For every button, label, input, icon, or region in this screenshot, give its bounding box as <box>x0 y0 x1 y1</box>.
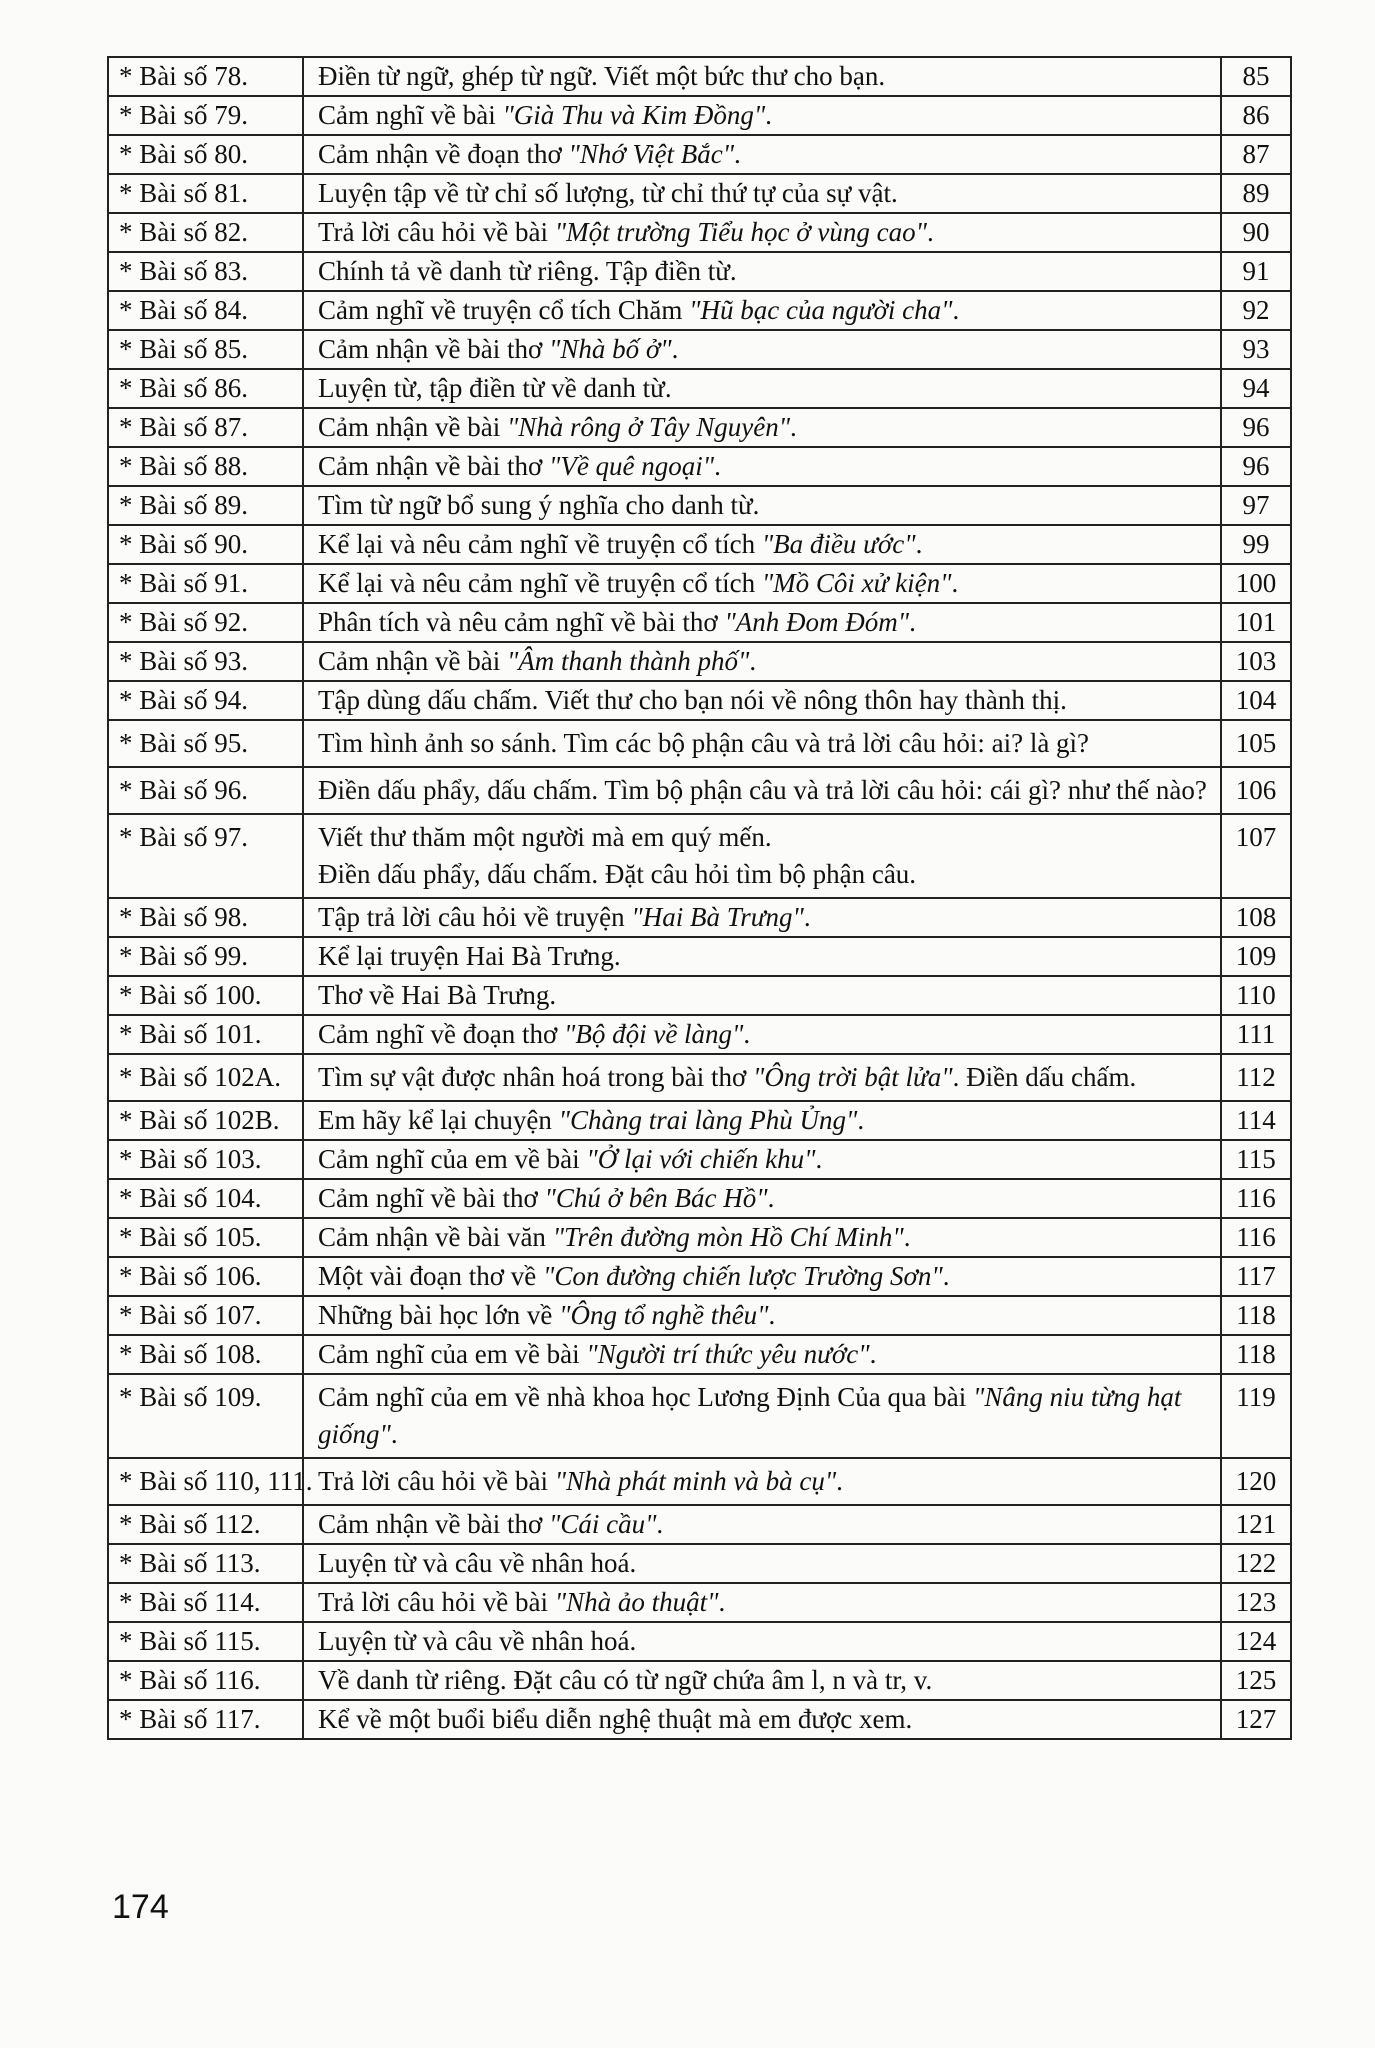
lesson-page: 115 <box>1221 1140 1291 1179</box>
lesson-page: 93 <box>1221 330 1291 369</box>
lesson-title <box>303 1179 1221 1218</box>
lesson-page: 124 <box>1221 1622 1291 1661</box>
lesson-page: 96 <box>1221 408 1291 447</box>
table-row <box>108 1374 1291 1458</box>
lesson-title <box>303 213 1221 252</box>
lesson-title-text: Viết thư thăm một người mà em quý mến. <box>318 822 772 852</box>
table-row <box>108 1140 1291 1179</box>
lesson-work-title: "Nhớ Việt Bắc" <box>568 139 735 169</box>
lesson-title <box>303 1015 1221 1054</box>
lesson-title-text: Điền từ ngữ, ghép từ ngữ. Viết một bức thư cho bạn. <box>318 61 886 91</box>
lesson-number: * Bài số 110, 111. <box>108 1458 303 1505</box>
lesson-title-text: Trả lời câu hỏi về bài <box>318 1587 555 1617</box>
lesson-title-text: Thơ về Hai Bà Trưng. <box>318 980 557 1010</box>
toc-body <box>108 57 1291 1739</box>
lesson-title <box>303 898 1221 937</box>
lesson-number: * Bài số 95. <box>108 720 303 767</box>
lesson-work-title: "Chàng trai làng Phù Ủng" <box>558 1105 858 1135</box>
lesson-number: * Bài số 87. <box>108 408 303 447</box>
lesson-title <box>303 1257 1221 1296</box>
lesson-page: 94 <box>1221 369 1291 408</box>
lesson-page: 107 <box>1221 814 1291 898</box>
lesson-page: 101 <box>1221 603 1291 642</box>
lesson-title-text: Tìm sự vật được nhân hoá trong bài thơ <box>318 1062 753 1092</box>
lesson-title <box>303 1583 1221 1622</box>
table-row <box>108 564 1291 603</box>
lesson-number: * Bài số 107. <box>108 1296 303 1335</box>
lesson-number: * Bài số 88. <box>108 447 303 486</box>
lesson-number: * Bài số 115. <box>108 1622 303 1661</box>
lesson-page: 90 <box>1221 213 1291 252</box>
table-row <box>108 330 1291 369</box>
table-row <box>108 1544 1291 1583</box>
lesson-number: * Bài số 84. <box>108 291 303 330</box>
lesson-title <box>303 1335 1221 1374</box>
table-row <box>108 1296 1291 1335</box>
lesson-work-title: "Về quê ngoại" <box>548 451 715 481</box>
lesson-title-text: Cảm nhận về bài thơ <box>318 451 549 481</box>
lesson-title-text: Cảm nghĩ của em về bài <box>318 1339 587 1369</box>
lesson-number: * Bài số 101. <box>108 1015 303 1054</box>
lesson-title-text: Tìm từ ngữ bổ sung ý nghĩa cho danh từ. <box>318 490 760 520</box>
lesson-title <box>303 937 1221 976</box>
lesson-title <box>303 486 1221 525</box>
lesson-number: * Bài số 117. <box>108 1700 303 1739</box>
lesson-work-title: "Anh Đom Đóm" <box>724 607 910 637</box>
lesson-title <box>303 1140 1221 1179</box>
lesson-title <box>303 57 1221 96</box>
lesson-work-title: "Bộ đội về làng" <box>564 1019 744 1049</box>
lesson-title-text: Cảm nhận về đoạn thơ <box>318 139 569 169</box>
lesson-title-text: Kể về một buổi biểu diễn nghệ thuật mà em được xem. <box>318 1704 913 1734</box>
lesson-title-text: Luyện tập về từ chỉ số lượng, từ chỉ thứ tự của sự vật. <box>318 178 898 208</box>
lesson-page: 105 <box>1221 720 1291 767</box>
lesson-title <box>303 1622 1221 1661</box>
table-row <box>108 767 1291 814</box>
lesson-number: * Bài số 82. <box>108 213 303 252</box>
lesson-title-text: Cảm nghĩ của em về bài <box>318 1144 587 1174</box>
lesson-work-title: "Cái cầu" <box>548 1509 657 1539</box>
lesson-page: 123 <box>1221 1583 1291 1622</box>
lesson-page: 109 <box>1221 937 1291 976</box>
lesson-title-text: Tìm hình ảnh so sánh. Tìm các bộ phận câu và trả lời câu hỏi: ai? là gì? <box>318 728 1090 758</box>
lesson-title-suffix: . Điền dấu chấm. <box>952 1062 1137 1092</box>
lesson-title <box>303 1374 1221 1458</box>
lesson-title-suffix: . <box>803 902 811 932</box>
lesson-number: * Bài số 100. <box>108 976 303 1015</box>
lesson-title-line2: Điền dấu phẩy, dấu chấm. Đặt câu hỏi tìm bộ phận câu. <box>318 859 917 889</box>
lesson-title-text: Luyện từ và câu về nhân hoá. <box>318 1548 637 1578</box>
lesson-title-suffix: . <box>749 646 757 676</box>
lesson-number: * Bài số 98. <box>108 898 303 937</box>
lesson-number: * Bài số 89. <box>108 486 303 525</box>
lesson-title <box>303 976 1221 1015</box>
lesson-number: * Bài số 106. <box>108 1257 303 1296</box>
table-row <box>108 1335 1291 1374</box>
lesson-page: 121 <box>1221 1505 1291 1544</box>
lesson-work-title: "Một trường Tiểu học ở vùng cao" <box>554 217 927 247</box>
lesson-title <box>303 1296 1221 1335</box>
lesson-title <box>303 720 1221 767</box>
lesson-number: * Bài số 80. <box>108 135 303 174</box>
lesson-number: * Bài số 81. <box>108 174 303 213</box>
lesson-work-title: "Hai Bà Trưng" <box>631 902 804 932</box>
lesson-number: * Bài số 102A. <box>108 1054 303 1101</box>
lesson-title-suffix: . <box>768 1300 776 1330</box>
lesson-page: 99 <box>1221 525 1291 564</box>
lesson-title <box>303 681 1221 720</box>
table-row <box>108 642 1291 681</box>
table-row <box>108 213 1291 252</box>
lesson-title-text: Chính tả về danh từ riêng. Tập điền từ. <box>318 256 737 286</box>
lesson-title <box>303 1661 1221 1700</box>
lesson-title <box>303 447 1221 486</box>
lesson-page: 92 <box>1221 291 1291 330</box>
lesson-work-title: "Nhà ảo thuật" <box>554 1587 719 1617</box>
lesson-title-suffix: . <box>915 529 923 559</box>
lesson-title-text: Cảm nghĩ về đoạn thơ <box>318 1019 564 1049</box>
lesson-title-text: Luyện từ, tập điền từ về danh từ. <box>318 373 672 403</box>
lesson-title <box>303 1218 1221 1257</box>
lesson-title-text: Cảm nhận về bài thơ <box>318 334 549 364</box>
lesson-number: * Bài số 113. <box>108 1544 303 1583</box>
lesson-title <box>303 525 1221 564</box>
lesson-title <box>303 135 1221 174</box>
lesson-title <box>303 1544 1221 1583</box>
lesson-title-text: Cảm nhận về bài <box>318 646 507 676</box>
lesson-work-title: "Trên đường mòn Hồ Chí Minh" <box>552 1222 904 1252</box>
table-row <box>108 291 1291 330</box>
table-row <box>108 135 1291 174</box>
lesson-title-suffix: . <box>857 1105 865 1135</box>
lesson-title <box>303 767 1221 814</box>
lesson-number: * Bài số 85. <box>108 330 303 369</box>
lesson-page: 96 <box>1221 447 1291 486</box>
lesson-work-title: "Ba điều ước" <box>761 529 916 559</box>
lesson-title-text: Một vài đoạn thơ về <box>318 1261 543 1291</box>
lesson-title <box>303 330 1221 369</box>
lesson-title-suffix: . <box>671 334 679 364</box>
table-of-contents <box>107 56 1292 1740</box>
lesson-work-title: "Hũ bạc của người cha" <box>689 295 953 325</box>
lesson-work-title: "Nâng niu từng hạt giống" <box>318 1382 1182 1449</box>
lesson-title-suffix: . <box>656 1509 664 1539</box>
lesson-title-suffix: . <box>903 1222 911 1252</box>
lesson-title-text: Về danh từ riêng. Đặt câu có từ ngữ chứa âm l, n và tr, v. <box>318 1665 933 1695</box>
lesson-page: 104 <box>1221 681 1291 720</box>
lesson-title-text: Kể lại và nêu cảm nghĩ về truyện cổ tích <box>318 529 762 559</box>
lesson-page: 120 <box>1221 1458 1291 1505</box>
lesson-number: * Bài số 102B. <box>108 1101 303 1140</box>
table-row <box>108 369 1291 408</box>
lesson-page: 114 <box>1221 1101 1291 1140</box>
lesson-page: 110 <box>1221 976 1291 1015</box>
lesson-number: * Bài số 103. <box>108 1140 303 1179</box>
lesson-number: * Bài số 105. <box>108 1218 303 1257</box>
lesson-work-title: "Ông trời bật lửa" <box>753 1062 953 1092</box>
table-row <box>108 976 1291 1015</box>
table-row <box>108 57 1291 96</box>
lesson-title-suffix: . <box>743 1019 751 1049</box>
table-row <box>108 937 1291 976</box>
table-row <box>108 1054 1291 1101</box>
lesson-page: 100 <box>1221 564 1291 603</box>
lesson-number: * Bài số 86. <box>108 369 303 408</box>
lesson-title-text: Những bài học lớn về <box>318 1300 560 1330</box>
table-row <box>108 898 1291 937</box>
lesson-page: 85 <box>1221 57 1291 96</box>
lesson-work-title: "Nhà bố ở" <box>548 334 672 364</box>
lesson-title <box>303 96 1221 135</box>
lesson-title <box>303 1700 1221 1739</box>
table-row <box>108 814 1291 898</box>
lesson-work-title: "Người trí thức yêu nước" <box>586 1339 870 1369</box>
lesson-page: 89 <box>1221 174 1291 213</box>
lesson-work-title: "Con đường chiến lược Trường Sơn" <box>543 1261 943 1291</box>
lesson-title-suffix: . <box>718 1587 726 1617</box>
table-row <box>108 603 1291 642</box>
lesson-page: 106 <box>1221 767 1291 814</box>
lesson-number: * Bài số 90. <box>108 525 303 564</box>
lesson-title <box>303 1054 1221 1101</box>
lesson-title-suffix: . <box>942 1261 950 1291</box>
lesson-number: * Bài số 96. <box>108 767 303 814</box>
lesson-title-suffix: . <box>790 412 797 442</box>
lesson-page: 116 <box>1221 1179 1291 1218</box>
lesson-page: 97 <box>1221 486 1291 525</box>
lesson-title-text: Cảm nghĩ của em về nhà khoa học Lương Định Của qua bài <box>318 1382 974 1412</box>
lesson-page: 119 <box>1221 1374 1291 1458</box>
lesson-number: * Bài số 109. <box>108 1374 303 1458</box>
lesson-number: * Bài số 104. <box>108 1179 303 1218</box>
lesson-number: * Bài số 79. <box>108 96 303 135</box>
table-row <box>108 486 1291 525</box>
table-row <box>108 96 1291 135</box>
lesson-title-text: Kể lại truyện Hai Bà Trưng. <box>318 941 621 971</box>
lesson-title <box>303 291 1221 330</box>
lesson-title-text: Cảm nhận về bài thơ <box>318 1509 549 1539</box>
lesson-title-text: Trả lời câu hỏi về bài <box>318 1466 555 1496</box>
lesson-page: 103 <box>1221 642 1291 681</box>
lesson-page: 116 <box>1221 1218 1291 1257</box>
lesson-work-title: "Mồ Côi xử kiện" <box>761 568 952 598</box>
lesson-title-suffix: . <box>714 451 721 481</box>
lesson-number: * Bài số 108. <box>108 1335 303 1374</box>
lesson-work-title: "Nhà rông ở Tây Nguyên" <box>506 412 791 442</box>
lesson-title <box>303 408 1221 447</box>
lesson-work-title: "Nhà phát minh và bà cụ" <box>554 1466 837 1496</box>
lesson-title-suffix: . <box>869 1339 877 1369</box>
table-row <box>108 1661 1291 1700</box>
lesson-number: * Bài số 92. <box>108 603 303 642</box>
lesson-number: * Bài số 91. <box>108 564 303 603</box>
lesson-number: * Bài số 94. <box>108 681 303 720</box>
table-row <box>108 1583 1291 1622</box>
lesson-title <box>303 1505 1221 1544</box>
lesson-page: 127 <box>1221 1700 1291 1739</box>
table-row <box>108 408 1291 447</box>
lesson-work-title: "Già Thu và Kim Đồng" <box>502 100 766 130</box>
lesson-page: 118 <box>1221 1296 1291 1335</box>
lesson-title-suffix: . <box>926 217 934 247</box>
lesson-page: 111 <box>1221 1015 1291 1054</box>
lesson-page: 91 <box>1221 252 1291 291</box>
lesson-page: 122 <box>1221 1544 1291 1583</box>
lesson-title-suffix: . <box>951 568 959 598</box>
table-row <box>108 174 1291 213</box>
lesson-title-suffix: . <box>390 1419 398 1449</box>
lesson-work-title: "Ở lại với chiến khu" <box>586 1144 816 1174</box>
lesson-number: * Bài số 99. <box>108 937 303 976</box>
lesson-title-text: Điền dấu phẩy, dấu chấm. Tìm bộ phận câu và trả lời câu hỏi: cái gì? như thế nào? <box>318 775 1207 805</box>
lesson-title <box>303 252 1221 291</box>
lesson-number: * Bài số 114. <box>108 1583 303 1622</box>
page-number: 174 <box>112 1888 169 1926</box>
table-row <box>108 1505 1291 1544</box>
lesson-title <box>303 603 1221 642</box>
lesson-title <box>303 642 1221 681</box>
lesson-work-title: "Chú ở bên Bác Hồ" <box>544 1183 768 1213</box>
lesson-title <box>303 369 1221 408</box>
table-row <box>108 525 1291 564</box>
lesson-title-suffix: . <box>767 1183 775 1213</box>
lesson-number: * Bài số 93. <box>108 642 303 681</box>
lesson-title-suffix: . <box>836 1466 843 1496</box>
lesson-title-suffix: . <box>815 1144 823 1174</box>
lesson-title-text: Phân tích và nêu cảm nghĩ về bài thơ <box>318 607 725 637</box>
table-row <box>108 252 1291 291</box>
lesson-number: * Bài số 112. <box>108 1505 303 1544</box>
table-row <box>108 681 1291 720</box>
lesson-page: 87 <box>1221 135 1291 174</box>
lesson-title-text: Cảm nghĩ về bài thơ <box>318 1183 545 1213</box>
lesson-page: 86 <box>1221 96 1291 135</box>
table-row <box>108 1218 1291 1257</box>
lesson-number: * Bài số 78. <box>108 57 303 96</box>
lesson-page: 118 <box>1221 1335 1291 1374</box>
lesson-title-text: Cảm nhận về bài <box>318 412 507 442</box>
lesson-number: * Bài số 83. <box>108 252 303 291</box>
lesson-page: 112 <box>1221 1054 1291 1101</box>
lesson-page: 125 <box>1221 1661 1291 1700</box>
lesson-title-text: Cảm nghĩ về bài <box>318 100 503 130</box>
table-row <box>108 1700 1291 1739</box>
lesson-number: * Bài số 116. <box>108 1661 303 1700</box>
lesson-title <box>303 1458 1221 1505</box>
lesson-title-text: Luyện từ và câu về nhân hoá. <box>318 1626 637 1656</box>
lesson-title <box>303 1101 1221 1140</box>
table-row <box>108 1101 1291 1140</box>
table-row <box>108 1257 1291 1296</box>
table-row <box>108 1015 1291 1054</box>
table-row <box>108 447 1291 486</box>
lesson-page: 108 <box>1221 898 1291 937</box>
lesson-title-text: Cảm nghĩ về truyện cổ tích Chăm <box>318 295 690 325</box>
table-row <box>108 1179 1291 1218</box>
lesson-title-text: Cảm nhận về bài văn <box>318 1222 553 1252</box>
lesson-title-text: Kể lại và nêu cảm nghĩ về truyện cổ tích <box>318 568 762 598</box>
lesson-title-suffix: . <box>734 139 741 169</box>
table-row <box>108 720 1291 767</box>
lesson-title <box>303 814 1221 898</box>
table-row <box>108 1458 1291 1505</box>
lesson-title-text: Tập trả lời câu hỏi về truyện <box>318 902 632 932</box>
lesson-title-suffix: . <box>952 295 960 325</box>
table-row <box>108 1622 1291 1661</box>
lesson-title-text: Em hãy kể lại chuyện <box>318 1105 559 1135</box>
lesson-page: 117 <box>1221 1257 1291 1296</box>
lesson-title-suffix: . <box>909 607 916 637</box>
lesson-title <box>303 564 1221 603</box>
lesson-work-title: "Âm thanh thành phố" <box>506 646 750 676</box>
lesson-title-suffix: . <box>765 100 772 130</box>
lesson-title-text: Trả lời câu hỏi về bài <box>318 217 555 247</box>
lesson-work-title: "Ông tổ nghề thêu" <box>559 1300 769 1330</box>
lesson-title-text: Tập dùng dấu chấm. Viết thư cho bạn nói về nông thôn hay thành thị. <box>318 685 1067 715</box>
lesson-number: * Bài số 97. <box>108 814 303 898</box>
lesson-title <box>303 174 1221 213</box>
